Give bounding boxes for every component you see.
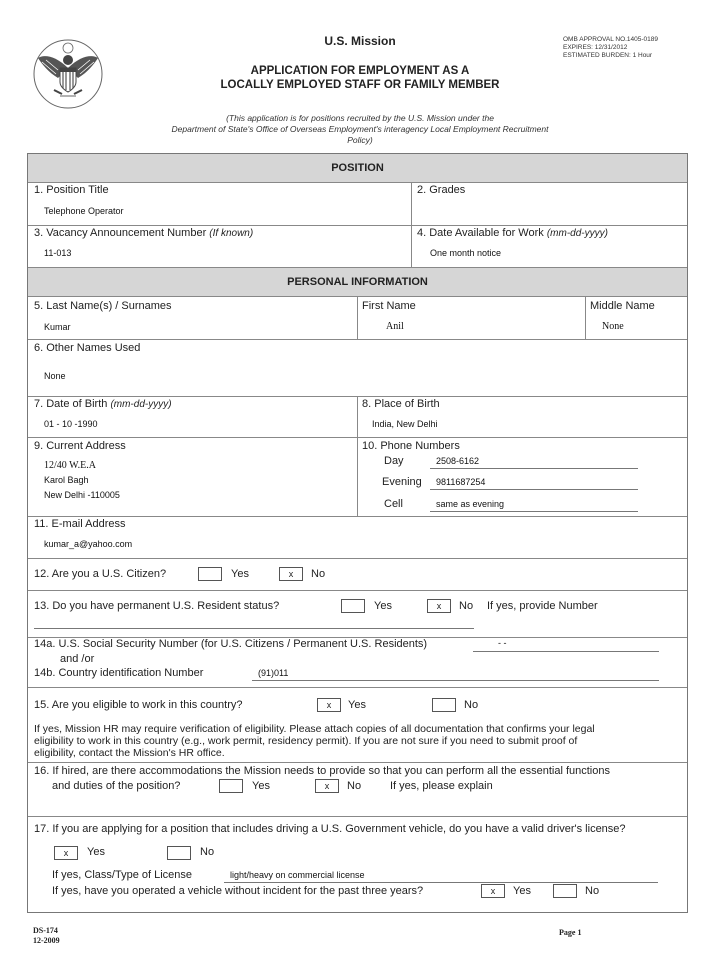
- date-available-value[interactable]: One month notice: [430, 248, 502, 258]
- application-form: [27, 153, 688, 913]
- resident-yes-checkbox[interactable]: [341, 599, 365, 613]
- note-line-2: Department of State's Office of Overseas Employment's interagency Local Employment Recruitment: [171, 124, 549, 134]
- accommodations-no-label: No: [347, 780, 362, 792]
- address-line-3[interactable]: New Delhi -110005: [44, 490, 120, 500]
- dob-label: 7. Date of Birth (mm-dd-yyyy): [34, 398, 172, 410]
- section-personal-information: PERSONAL INFORMATION: [28, 267, 687, 297]
- application-note: [120, 113, 600, 146]
- resident-yes-label: Yes: [374, 600, 392, 612]
- accommodations-no-checkbox[interactable]: x: [315, 779, 339, 793]
- accommodations-label-2: and duties of the position?: [52, 780, 181, 792]
- evening-phone-label: Evening: [382, 476, 422, 488]
- work-eligible-no-checkbox[interactable]: [432, 698, 456, 712]
- form-number: DS-174 12-2009: [33, 926, 60, 945]
- license-no-label: No: [200, 846, 215, 858]
- work-eligible-no-label: No: [464, 699, 479, 711]
- day-phone-label: Day: [384, 455, 404, 467]
- resident-no-checkbox[interactable]: x: [427, 599, 451, 613]
- other-names-value[interactable]: None: [44, 371, 66, 381]
- us-citizen-label: 12. Are you a U.S. Citizen?: [34, 568, 167, 580]
- date-available-label: 4. Date Available for Work (mm-dd-yyyy): [417, 227, 608, 239]
- title-line-1: APPLICATION FOR EMPLOYMENT AS A: [250, 65, 470, 77]
- license-class-value[interactable]: light/heavy on commercial license: [230, 870, 365, 880]
- address-line-1[interactable]: 12/40 W.E.A: [44, 460, 96, 471]
- resident-no-label: No: [459, 600, 474, 612]
- ssn-label: 14a. U.S. Social Security Number (for U.S. Citizens / Permanent U.S. Residents): [34, 638, 428, 650]
- incident-no-checkbox[interactable]: [553, 884, 577, 898]
- accommodations-label: 16. If hired, are there accommodations the Mission needs to provide so that you can perform all the essential functions: [34, 765, 610, 777]
- last-name-label: 5. Last Name(s) / Surnames: [34, 300, 172, 312]
- country-id-value[interactable]: (91)011: [258, 668, 289, 678]
- middle-name-value[interactable]: None: [602, 321, 624, 332]
- resident-status-label: 13. Do you have permanent U.S. Resident status?: [34, 600, 280, 612]
- evening-phone-value[interactable]: 9811687254: [436, 477, 486, 487]
- us-citizen-yes-checkbox[interactable]: [198, 567, 222, 581]
- position-title-value[interactable]: Telephone Operator: [44, 206, 124, 216]
- omb-line-2: EXPIRES: 12/31/2012: [563, 44, 628, 51]
- section-position: POSITION: [28, 154, 687, 183]
- omb-line-1: OMB APPROVAL NO.1405-0189: [563, 36, 659, 43]
- incident-no-label: No: [585, 885, 600, 897]
- email-value[interactable]: kumar_a@yahoo.com: [44, 539, 133, 549]
- dob-value[interactable]: 01 - 10 -1990: [44, 419, 98, 429]
- license-yes-label: Yes: [87, 846, 105, 858]
- drivers-license-label: 17. If you are applying for a position that includes driving a U.S. Government vehicle, do you have a valid driver's license?: [34, 823, 626, 835]
- incident-yes-checkbox[interactable]: x: [481, 884, 505, 898]
- grades-label: 2. Grades: [417, 184, 466, 196]
- work-eligible-yes-checkbox[interactable]: x: [317, 698, 341, 712]
- us-seal-icon: [32, 38, 104, 110]
- note-line-1: (This application is for positions recruited by the U.S. Mission under the: [226, 113, 494, 123]
- license-class-label: If yes, Class/Type of License: [52, 869, 193, 881]
- license-yes-checkbox[interactable]: x: [54, 846, 78, 860]
- day-phone-value[interactable]: 2508-6162: [436, 456, 480, 466]
- and-or-label: and /or: [60, 653, 95, 665]
- last-name-value[interactable]: Kumar: [44, 322, 71, 332]
- incident-yes-label: Yes: [513, 885, 531, 897]
- pob-label: 8. Place of Birth: [362, 398, 440, 410]
- first-name-value[interactable]: Anil: [386, 321, 404, 332]
- vacancy-label: 3. Vacancy Announcement Number (If known): [34, 227, 254, 239]
- work-eligible-explanation: If yes, Mission HR may require verification of eligibility. Please attach copies of all documentation that confirms your legal eligibility to work in this country (e.g., work permit, residency permit). If you are not sure if you need to submit proof of eligibility, contact the Mission's HR office.: [34, 723, 595, 759]
- middle-name-label: Middle Name: [590, 300, 655, 312]
- omb-approval: [563, 36, 658, 60]
- accommodations-yes-label: Yes: [252, 780, 270, 792]
- accommodations-explain-label: If yes, please explain: [390, 780, 493, 792]
- us-citizen-no-checkbox[interactable]: x: [279, 567, 303, 581]
- cell-phone-value[interactable]: same as evening: [436, 499, 505, 509]
- title-line-2: LOCALLY EMPLOYED STAFF OR FAMILY MEMBER: [220, 79, 500, 91]
- us-citizen-no-label: No: [311, 568, 326, 580]
- first-name-label: First Name: [362, 300, 416, 312]
- address-line-2[interactable]: Karol Bagh: [44, 475, 89, 485]
- pob-value[interactable]: India, New Delhi: [372, 419, 438, 429]
- page-number: Page 1: [559, 928, 582, 937]
- note-line-3: Policy): [347, 135, 373, 145]
- phone-label: 10. Phone Numbers: [362, 440, 460, 452]
- ssn-value[interactable]: - -: [498, 638, 507, 648]
- work-eligible-label: 15. Are you eligible to work in this country?: [34, 699, 243, 711]
- cell-phone-label: Cell: [384, 498, 403, 510]
- us-citizen-yes-label: Yes: [231, 568, 249, 580]
- license-no-checkbox[interactable]: [167, 846, 191, 860]
- position-title-label: 1. Position Title: [34, 184, 109, 196]
- email-label: 11. E-mail Address: [34, 518, 126, 530]
- resident-number-label: If yes, provide Number: [487, 600, 598, 612]
- country-id-label: 14b. Country identification Number: [34, 667, 204, 679]
- vacancy-value[interactable]: 11-013: [44, 248, 72, 258]
- work-eligible-yes-label: Yes: [348, 699, 366, 711]
- other-names-label: 6. Other Names Used: [34, 342, 141, 354]
- incident-free-label: If yes, have you operated a vehicle without incident for the past three years?: [52, 885, 424, 897]
- mission-title: U.S. Mission: [324, 34, 396, 48]
- omb-line-3: ESTIMATED BURDEN: 1 Hour: [563, 52, 653, 59]
- address-label: 9. Current Address: [34, 440, 126, 452]
- accommodations-yes-checkbox[interactable]: [219, 779, 243, 793]
- application-title: [170, 64, 550, 92]
